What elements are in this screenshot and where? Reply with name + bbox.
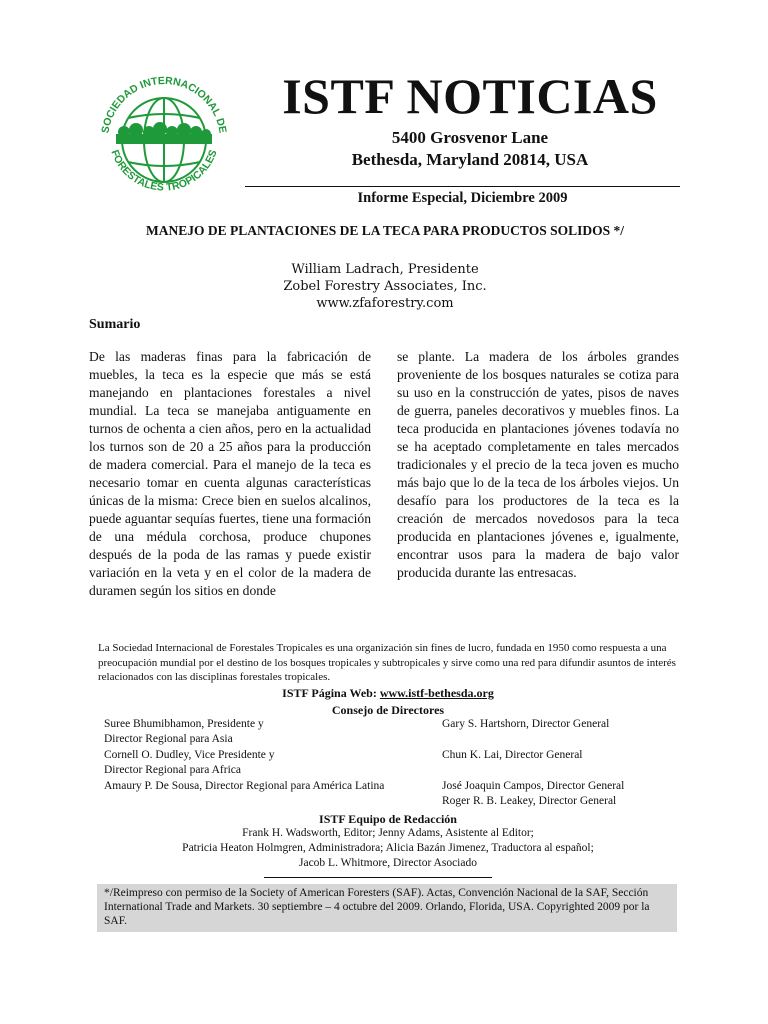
board-member: Suree Bhumibhamon, Presidente y: [104, 718, 264, 730]
separator-rule: [264, 877, 492, 878]
logo-text-bottom: FORESTALES TROPICALES: [108, 148, 220, 194]
board-title: Consejo de Directores: [331, 703, 445, 717]
board-left-list: [104, 718, 434, 808]
team-line: Frank H. Wadsworth, Editor; Jenny Adams, Asistente al Editor;: [242, 827, 534, 839]
board-member: José Joaquin Campos, Director General: [442, 780, 625, 792]
board-member: Director Regional para Africa: [104, 764, 241, 776]
web-link[interactable]: www.istf-bethesda.org: [379, 686, 494, 700]
author-name: William Ladrach, Presidente: [291, 262, 479, 277]
web-label: ISTF Página Web:: [282, 686, 377, 700]
logo-text-top: SOCIEDAD INTERNACIONAL DE: [99, 74, 229, 135]
report-date: Informe Especial, Diciembre 2009: [357, 190, 568, 206]
address-line1: 5400 Grosvenor Lane: [391, 128, 549, 147]
board-member: Director Regional para Asia: [104, 733, 233, 745]
board-member: Gary S. Hartshorn, Director General: [442, 718, 610, 730]
board-right-list: [442, 718, 682, 808]
summary-column-2: se plante. La madera de los árboles grandes proveniente de los bosques naturales se cotiza para su uso en la construcción de yates, pisos de naves de guerra, paneles decorativos y muebles finos. La teca producida en plantaciones jóvenes todavía no se ha aceptado completamente en tales mercados tradicionales y el precio de la teca joven es mucho más bajo que lo de la teca de los árboles viejos. Un desafío para los productores de la teca es la creación de mercados novedosos para la teca producida en plantaciones jóvenes e, igualmente, encontrar usos para la madera de bajo valor producida durante las entresacas.: [397, 349, 679, 580]
footnote: */Reimpreso con permiso de la Society of American Foresters (SAF). Actas, Convención Nacional de la SAF, Sección International Trade and Markets. 30 septiembre – 4 octubre del 2009. Orlando, Florida, USA. Copyrighted 2009 por la SAF.: [104, 887, 650, 927]
society-description: La Sociedad Internacional de Forestales Tropicales es una organización sin fines de lucro, fundada en 1950 como respuesta a una preocupación mundial por el destino de los bosques tropicales y subtropicales y sirve como una red para difundir asuntos de interés relacionados con las disciplinas forestales tropicales.: [98, 642, 676, 683]
summary-heading: Sumario: [89, 317, 141, 332]
summary-column-1: De las maderas finas para la fabricación de muebles, la teca es la especie que más se está manejando en plantaciones forestales a nivel mundial. La teca se manejaba antiguamente en turnos de ochenta a cien años, pero en la actualidad los turnos son de 20 a 25 años para la producción de madera comercial. Para el manejo de la teca es necesario tomar en cuenta algunas características únicas de la misma: Crece bien en suelos alcalinos, puede aguantar sequías fuertes, tiene una formación de una médula corchosa, produce chupones después de la poda de las ramas y puede existir variación en la veta y en el color de la madera de duramen según los sitios en donde: [89, 349, 371, 598]
board-member: Chun K. Lai, Director General: [442, 749, 583, 761]
web-line: [98, 686, 678, 701]
newsletter-title: ISTF NOTICIAS: [282, 68, 658, 124]
header-rule: [245, 186, 680, 187]
board-member: Roger R. B. Leakey, Director General: [442, 795, 617, 807]
board-member: Amaury P. De Sousa, Director Regional para América Latina: [104, 780, 385, 792]
team-line: Patricia Heaton Holmgren, Administradora; Alicia Bazán Jimenez, Traductora al español;: [182, 842, 594, 854]
author-organization: Zobel Forestry Associates, Inc.: [283, 279, 487, 294]
team-title: ISTF Equipo de Redacción: [319, 812, 457, 826]
trees-icon: [116, 122, 212, 144]
article-title: MANEJO DE PLANTACIONES DE LA TECA PARA PRODUCTOS SOLIDOS */: [146, 223, 624, 238]
istf-logo: [94, 70, 234, 210]
author-website: www.zfaforestry.com: [316, 296, 454, 311]
board-member: Cornell O. Dudley, Vice Presidente y: [104, 749, 275, 761]
address-line2: Bethesda, Maryland 20814, USA: [351, 150, 589, 169]
team-line: Jacob L. Whitmore, Director Asociado: [299, 857, 477, 869]
